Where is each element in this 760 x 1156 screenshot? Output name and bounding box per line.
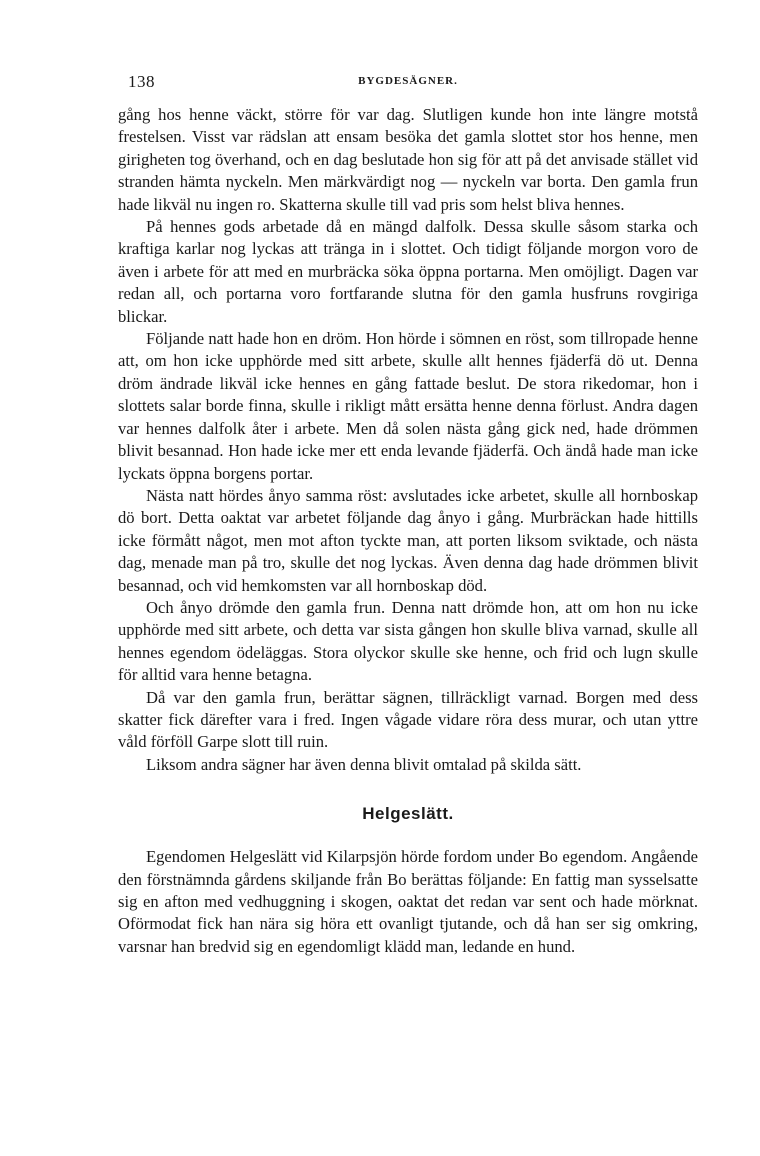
page-number: 138 [128, 72, 155, 91]
paragraph: gång hos henne väckt, större för var dag. Slutligen kunde hon inte längre motstå frestelsen. Visst var rädslan att ensam besöka det gamla slottet stor hos henne, men girigheten tog överhand, och en dag beslutade hon sig för att på det anvisade stället vid stranden hämta nyckeln. Men märkvärdigt nog — nyckeln var borta. Den gamla frun hade likväl nu ingen ro. Skatterna skulle till vad pris som helst bliva hennes. [118, 105, 698, 214]
paragraph: Följande natt hade hon en dröm. Hon hörde i sömnen en röst, som tillropade henne att, om hon icke upphörde med sitt arbete, skulle allt hennes fjäderfä dö ut. Denna dröm ändrade likväl icke hennes en gång fattade beslut. De stora rikedomar, hon i slottets salar borde finna, skulle i rikligt mått ersätta henne denna förlust. Andra dagen var hennes dalfolk åter i arbete. Men då solen nästa gång gick ned, hade drömmen blivit besannad. Hon hade icke mer ett enda levande fjäderfä. Och ändå hade man icke lyckats öppna borgens portar. [118, 329, 698, 483]
paragraph: Nästa natt hördes ånyo samma röst: avslutades icke arbetet, skulle all hornboskap dö bort. Detta oaktat var arbetet följande dag ånyo i gång. Murbräckan hade hittills icke förmått något, men mot afton tyckte man, att porten liksom sviktade, och nästa dag, menade man på tro, skulle det nog lyckas. Även denna dag hade drömmen blivit besannad, och vid hemkomsten var all hornboskap död. [118, 485, 698, 595]
body-text [118, 104, 698, 958]
running-head [118, 72, 698, 100]
book-page [118, 72, 698, 958]
paragraph: På hennes gods arbetade då en mängd dalfolk. Dessa skulle såsom starka och kraftiga karlar nog lyckas att tränga in i slottet. Och tidigt följande morgon voro de även i arbete för att med en murbräcka söka öppna portarna. Men omöjligt. Dagen var redan all, och portarna voro fortfarande slutna för den gamla husfruns rovgiriga blickar. [118, 217, 698, 326]
running-title: BYGDESÄGNER. [358, 75, 458, 87]
paragraph: Och ånyo drömde den gamla frun. Denna natt drömde hon, att om hon nu icke upphörde med sitt arbete, och detta var sista gången hon skulle bliva varnad, skulle all hennes egendom ödeläggas. Stora olyckor skulle ske henne, och frid och lugn skulle för alltid vara henne betagna. [118, 597, 698, 685]
paragraph: Egendomen Helgeslätt vid Kilarpsjön hörde fordom under Bo egendom. Angående den förstnämnda gårdens skiljande från Bo berättas följande: En fattig man sysselsatte sig en afton med vedhuggning i skogen, oaktat det redan var sent och hade mörknat. Oförmodat fick han nära sig höra ett ovanligt tjutande, och då han ser sig omkring, varsnar han bredvid sig en egendomligt klädd man, ledande en hund. [118, 847, 698, 956]
section-heading-text: Helgeslätt. [362, 804, 454, 824]
section-heading [118, 804, 698, 824]
paragraph: Då var den gamla frun, berättar sägnen, tillräckligt varnad. Borgen med dess skatter fick därefter vara i fred. Ingen vågade vidare röra dess murar, och utan yttre våld förföll Garpe slott till ruin. [118, 687, 698, 752]
paragraph: Liksom andra sägner har även denna blivit omtalad på skilda sätt. [146, 754, 582, 774]
